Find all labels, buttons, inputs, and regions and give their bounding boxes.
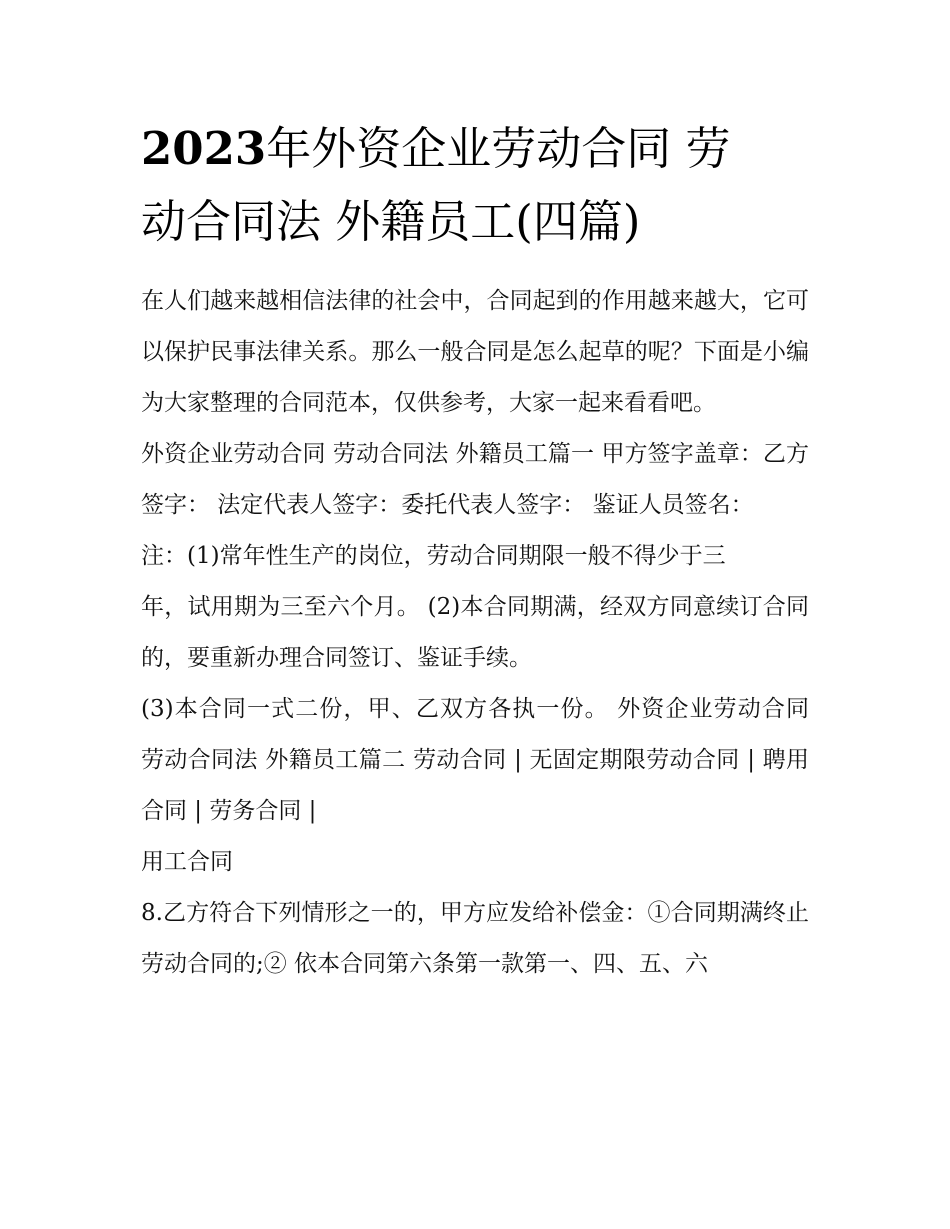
paragraph-intro: 在人们越来越相信法律的社会中，合同起到的作用越来越大，它可以保护民事法律关系。那么一般合同是怎么起草的呢？下面是小编为大家整理的合同范本，仅供参考，大家一起来看看吧。 (141, 288, 809, 416)
title-year: 2023 (141, 122, 267, 175)
paragraph-part-one: 外资企业劳动合同 劳动合同法 外籍员工篇一 甲方签字盖章：乙方签字： 法定代表人签字：委托代表人签字： 鉴证人员签名： (141, 441, 809, 518)
title-line2: 动合同法 外籍员工(四篇) (141, 195, 641, 248)
document-body (141, 276, 809, 990)
document-page (141, 112, 809, 990)
paragraph-note-2: 年，试用期为三至六个月。 (2)本合同期满，经双方同意续订合同的，要重新办理合同签订、鉴证手续。 (141, 594, 809, 671)
paragraph-compensation: 8.乙方符合下列情形之一的，甲方应发给补偿金：①合同期满终止劳动合同的;② 依本合同第六条第一款第一、四、五、六 (141, 900, 809, 977)
paragraph-note-3: (3)本合同一式二份，甲、乙双方各执一份。 外资企业劳动合同 劳动合同法 外籍员工篇二 劳动合同 | 无固定期限劳动合同 | 聘用合同 | 劳务合同 | (141, 696, 809, 824)
paragraph-note-1: 注：(1)常年性生产的岗位，劳动合同期限一般不得少于三 (141, 543, 726, 569)
title-line1-rest: 年外资企业劳动合同 劳 (266, 122, 731, 175)
document-title (141, 112, 809, 258)
paragraph-employment-contract: 用工合同 (141, 849, 233, 875)
